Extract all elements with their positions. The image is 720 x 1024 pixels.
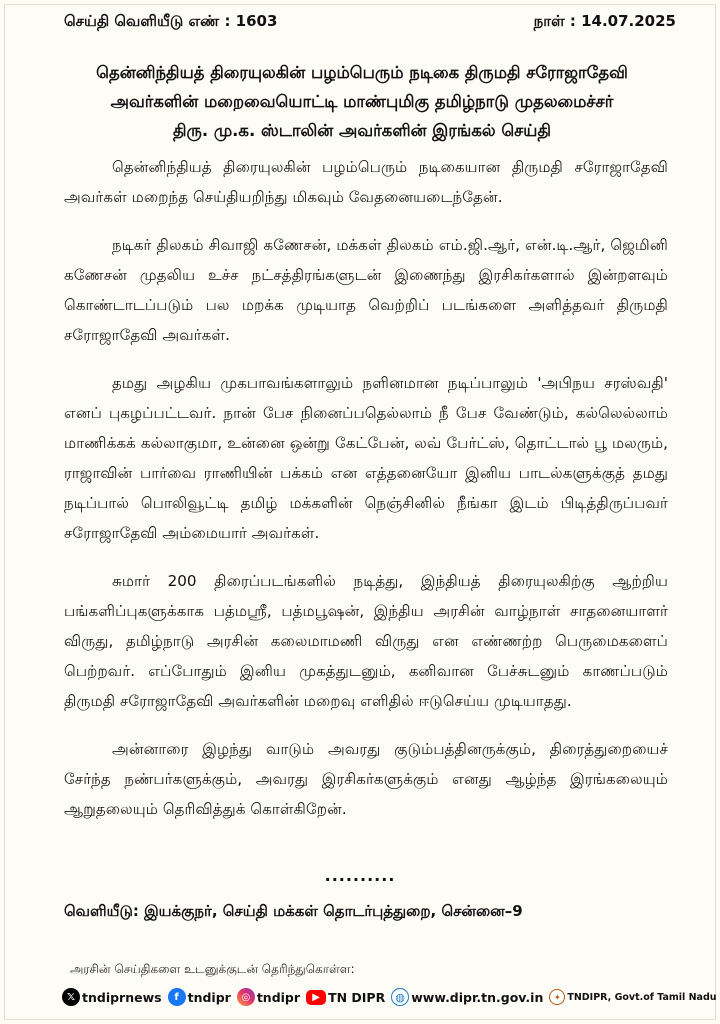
social-instagram[interactable] bbox=[237, 988, 300, 1006]
paragraph-3: தமது அழகிய முகபாவங்களாலும் நளினமான நடிப்பாலும் 'அபிநய சரஸ்வதி' எனப் புகழப்பட்டவர். நான் பேச நினைப்பதெல்லாம் நீ பேச வேண்டும், கல்லெல்லாம் மாணிக்கக் கல்லாகுமா, உன்னை ஒன்று கேட்பேன், லவ் பேர்ட்ஸ், தொட்டால் பூ மலரும், ராஜாவின் பார்வை ராணியின் பக்கம் என எத்தனையோ இனிய பாடல்களுக்குத் தமது நடிப்பால் பொலிவூட்டி தமிழ் மக்களின் நெஞ்சினில் நீங்கா இடம் பிடித்திருப்பவர் சரோஜாதேவி அம்மையார் அவர்கள். bbox=[64, 374, 668, 542]
header-row bbox=[64, 12, 676, 32]
separator: .......... bbox=[324, 866, 396, 885]
social-linkedin[interactable] bbox=[549, 989, 716, 1005]
social-facebook-handle: tndipr bbox=[187, 989, 231, 1005]
paragraph-5: அன்னாரை இழந்து வாடும் அவரது குடும்பத்தினருக்கும், திரைத்துறையைச் சேர்ந்த நண்பர்களுக்கும், அவரது இரசிகர்களுக்கும் எனது ஆழ்ந்த இரங்கலையும் ஆறுதலையும் தெரிவித்துக் கொள்கிறேன். bbox=[64, 740, 668, 818]
release-date: நாள் : 14.07.2025 bbox=[533, 12, 676, 30]
follow-text: அரசின் செய்திகளை உடனுக்குடன் தெரிந்துகொள்ள: bbox=[70, 962, 355, 976]
facebook-icon: f bbox=[168, 988, 186, 1006]
social-bar bbox=[62, 988, 717, 1006]
globe-icon: ◍ bbox=[391, 988, 409, 1006]
social-x[interactable] bbox=[62, 988, 162, 1006]
paragraph-2: நடிகர் திலகம் சிவாஜி கணேசன், மக்கள் திலகம் எம்.ஜி.ஆர், என்.டி.ஆர், ஜெமினி கணேசன் முதலிய உச்ச நட்சத்திரங்களுடன் இணைந்து இரசிகர்களால் இன்றளவும் கொண்டாடப்படும் பல மறக்க முடியாத வெற்றிப் படங்களை அளித்தவர் திருமதி சரோஜாதேவி அவர்கள். bbox=[64, 236, 668, 344]
youtube-icon: ▶ bbox=[306, 990, 326, 1005]
title-line-1: தென்னிந்தியத் திரையுலகின் பழம்பெரும் நடிகை திருமதி சரோஜாதேவி bbox=[96, 63, 628, 82]
x-icon: 𝕏 bbox=[62, 988, 80, 1006]
release-line: வெளியீடு: இயக்குநர், செய்தி மக்கள் தொடர்புத்துறை, சென்னை–9 bbox=[64, 902, 523, 920]
social-x-handle: tndiprnews bbox=[82, 989, 162, 1005]
social-youtube-handle: TN DIPR bbox=[328, 989, 386, 1005]
tn-seal-icon: ✦ bbox=[549, 989, 565, 1005]
social-facebook[interactable] bbox=[168, 988, 231, 1006]
body-text bbox=[64, 152, 668, 842]
social-youtube[interactable] bbox=[306, 990, 385, 1005]
title-line-3: திரு. மு.க. ஸ்டாலின் அவர்களின் இரங்கல் செய்தி bbox=[173, 121, 551, 140]
social-instagram-handle: tndipr bbox=[256, 989, 301, 1005]
social-website[interactable] bbox=[391, 988, 543, 1006]
paragraph-1: தென்னிந்தியத் திரையுலகின் பழம்பெரும் நடிகையான திருமதி சரோஜாதேவி அவர்கள் மறைந்த செய்தியறிந்து மிகவும் வேதனையடைந்தேன். bbox=[64, 158, 668, 206]
website-url: www.dipr.tn.gov.in bbox=[411, 989, 544, 1005]
instagram-icon: ◎ bbox=[237, 988, 255, 1006]
page-title bbox=[60, 58, 664, 145]
linkedin-label: TNDIPR, Govt.of Tamil Nadu bbox=[567, 991, 717, 1003]
title-line-2: அவர்களின் மறைவையொட்டி மாண்புமிகு தமிழ்நாடு முதலமைச்சர் bbox=[110, 92, 614, 111]
paragraph-4: சுமார் 200 திரைப்படங்களில் நடித்து, இந்தியத் திரையுலகிற்கு ஆற்றிய பங்களிப்புகளுக்காக பத்மஸ்ரீ, பத்மபூஷன், இந்திய அரசின் வாழ்நாள் சாதனையாளர் விருது, தமிழ்நாடு அரசின் கலைமாமணி விருது என எண்ணற்ற பெருமைகளைப் பெற்றவர். எப்போதும் இனிய முகத்துடனும், கனிவான பேச்சுடனும் காணப்படும் திருமதி சரோஜாதேவி அவர்களின் மறைவு எளிதில் ஈடுசெய்ய முடியாதது. bbox=[64, 572, 668, 710]
release-number: செய்தி வெளியீடு எண் : 1603 bbox=[64, 12, 278, 30]
